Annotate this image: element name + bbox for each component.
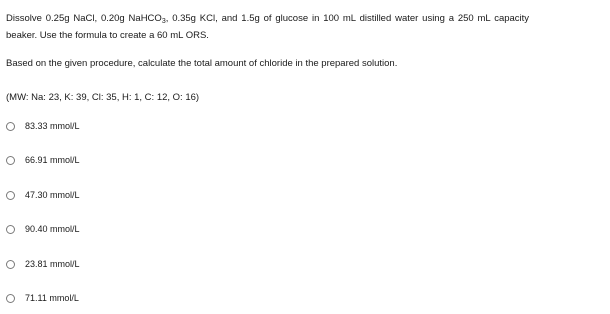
answer-option-6[interactable]: [6, 293, 79, 303]
answer-option-label: 23.81 mmol/L: [25, 259, 80, 269]
answer-option-label: 83.33 mmol/L: [25, 121, 80, 131]
subscript-3: 3: [161, 18, 166, 25]
answer-option-label: 90.40 mmol/L: [25, 224, 80, 234]
question-text-line-2: beaker. Use the formula to create a 60 mL ORS.: [6, 30, 209, 41]
radio-button[interactable]: [6, 225, 15, 234]
radio-button[interactable]: [6, 260, 15, 269]
question-prompt: Based on the given procedure, calculate the total amount of chloride in the prepared solution.: [6, 58, 398, 69]
question-text-part: , 0.35g KCl, and 1.5g of glucose in 100 mL distilled water using a 250 mL capacity: [165, 13, 530, 24]
question-text-line-1: [6, 13, 529, 24]
molecular-weights-note: (MW: Na: 23, K: 39, Cl: 35, H: 1, C: 12, O: 16): [6, 92, 200, 103]
question-text-part: Dissolve 0.25g NaCl, 0.20g NaHCO: [6, 13, 162, 24]
radio-button[interactable]: [6, 156, 15, 165]
answer-option-5[interactable]: [6, 259, 80, 269]
answer-option-label: 66.91 mmol/L: [25, 155, 80, 165]
answer-option-3[interactable]: [6, 190, 80, 200]
answer-option-label: 71.11 mmol/L: [25, 293, 79, 303]
answer-option-2[interactable]: [6, 155, 80, 165]
answer-option-label: 47.30 mmol/L: [25, 190, 80, 200]
radio-button[interactable]: [6, 122, 15, 131]
radio-button[interactable]: [6, 294, 15, 303]
radio-button[interactable]: [6, 191, 15, 200]
answer-option-1[interactable]: [6, 121, 80, 131]
answer-option-4[interactable]: [6, 224, 80, 234]
